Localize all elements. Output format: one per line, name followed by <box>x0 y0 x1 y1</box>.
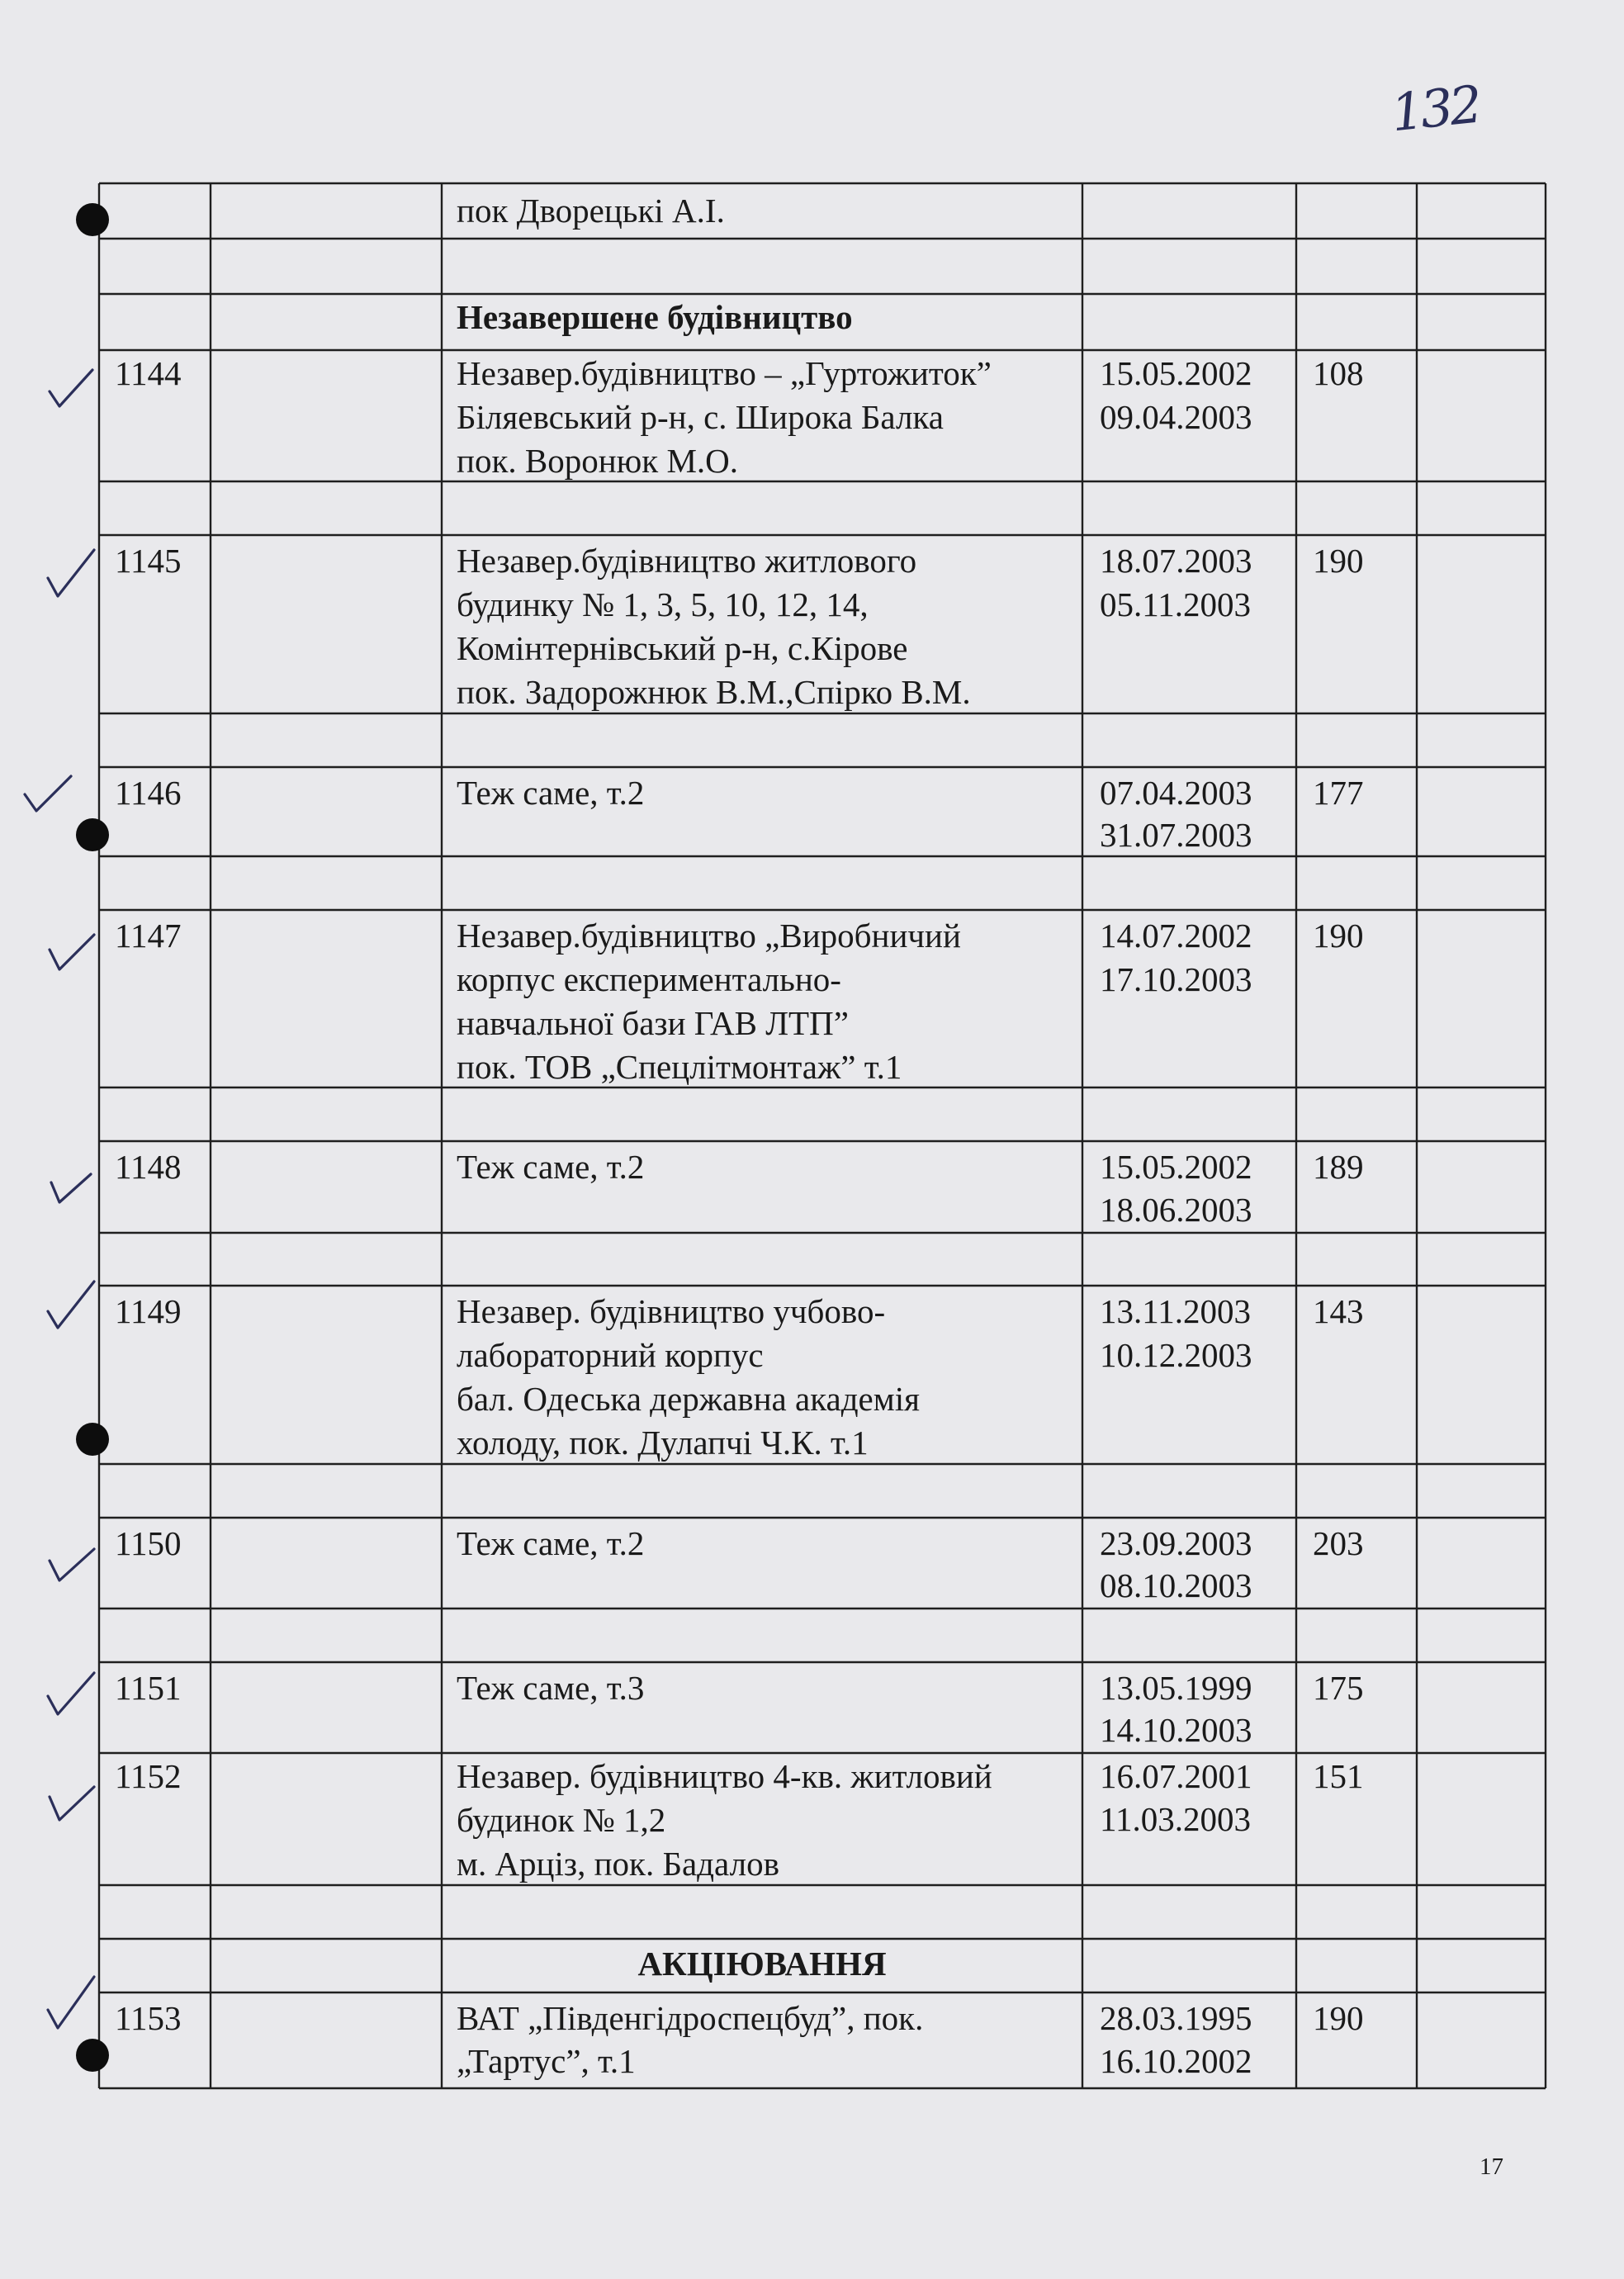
check-mark-icon <box>43 1975 101 2033</box>
row-description-line: навчальної бази ГАВ ЛТП” <box>457 1004 849 1042</box>
check-mark-icon <box>43 1774 101 1831</box>
row-number: 1153 <box>115 1999 182 2037</box>
row-start-date: 15.05.2002 <box>1100 354 1252 392</box>
row-number: 1148 <box>115 1148 182 1186</box>
row-description-line: бал. Одеська державна академія <box>457 1380 920 1418</box>
row-start-date: 18.07.2003 <box>1100 542 1252 580</box>
row-sheet-count: 108 <box>1313 354 1364 392</box>
row-sheet-count: 151 <box>1313 1757 1364 1795</box>
row-description-line: пок. Задорожнюк В.М.,Спірко В.М. <box>457 673 971 711</box>
row-sheet-count: 177 <box>1313 774 1364 812</box>
row-number: 1147 <box>115 917 182 955</box>
row-number: 1145 <box>115 542 182 580</box>
section-heading: АКЦІЮВАННЯ <box>637 1945 887 1983</box>
punch-hole <box>76 2039 109 2072</box>
punch-hole <box>76 203 109 236</box>
row-description-line: Незавер. будівництво учбово- <box>457 1292 886 1330</box>
row-number: 1144 <box>115 354 182 392</box>
check-mark-icon <box>43 1278 101 1336</box>
row-start-date: 07.04.2003 <box>1100 774 1252 812</box>
row-description-line: лабораторний корпус <box>457 1336 764 1374</box>
row-end-date: 18.06.2003 <box>1100 1191 1252 1229</box>
row-description-line: Незавер. будівництво 4-кв. житловий <box>457 1757 992 1795</box>
row-sheet-count: 190 <box>1313 917 1364 955</box>
section-heading: Незавершене будівництво <box>457 298 853 336</box>
page-number: 17 <box>1480 2153 1503 2180</box>
row-sheet-count: 203 <box>1313 1524 1364 1562</box>
check-mark-icon <box>43 1534 101 1592</box>
row-description-line: Теж саме, т.2 <box>457 1148 645 1186</box>
row-number: 1151 <box>115 1669 182 1707</box>
row-end-date: 11.03.2003 <box>1100 1800 1251 1838</box>
punch-hole <box>76 1423 109 1456</box>
row-description-line: Біляевський р-н, с. Широка Балка <box>457 398 944 436</box>
row-end-date: 16.10.2002 <box>1100 2042 1252 2080</box>
row-description-line: Теж саме, т.2 <box>457 1524 645 1562</box>
check-mark-icon <box>43 545 101 603</box>
check-mark-icon <box>18 766 76 824</box>
row-end-date: 17.10.2003 <box>1100 960 1252 998</box>
row-description-line: Теж саме, т.2 <box>457 774 645 812</box>
row-number: 1152 <box>115 1757 182 1795</box>
row-start-date: 13.05.1999 <box>1100 1669 1252 1707</box>
row-description-line: „Тартус”, т.1 <box>457 2042 636 2080</box>
row-end-date: 09.04.2003 <box>1100 398 1252 436</box>
row-description-line: Незавер.будівництво „Виробничий <box>457 917 961 955</box>
row-end-date: 10.12.2003 <box>1100 1336 1252 1374</box>
row-description-line: будинку № 1, 3, 5, 10, 12, 14, <box>457 585 869 623</box>
check-mark-icon <box>43 1666 101 1724</box>
row-description-line: м. Арціз, пок. Бадалов <box>457 1845 779 1883</box>
row-sheet-count: 190 <box>1313 542 1364 580</box>
row-number: 1149 <box>115 1292 182 1330</box>
row-description-line: холоду, пок. Дулапчі Ч.К. т.1 <box>457 1424 869 1462</box>
row-number: 1146 <box>115 774 182 812</box>
row-end-date: 05.11.2003 <box>1100 585 1251 623</box>
row-start-date: 16.07.2001 <box>1100 1757 1252 1795</box>
row-description-line: Теж саме, т.3 <box>457 1669 645 1707</box>
row-end-date: 14.10.2003 <box>1100 1711 1252 1749</box>
row-description-line: пок. ТОВ „Спецлітмонтаж” т.1 <box>457 1048 902 1086</box>
row-end-date: 08.10.2003 <box>1100 1566 1252 1604</box>
row-description-line: Комінтернівський р-н, с.Кірове <box>457 629 908 667</box>
row-sheet-count: 143 <box>1313 1292 1364 1330</box>
row-sheet-count: 189 <box>1313 1148 1364 1186</box>
row-number: 1150 <box>115 1524 182 1562</box>
row-start-date: 15.05.2002 <box>1100 1148 1252 1186</box>
handwritten-page-number: 132 <box>1388 73 1482 144</box>
row-start-date: 14.07.2002 <box>1100 917 1252 955</box>
row-description-line: будинок № 1,2 <box>457 1801 666 1839</box>
row-description-line: корпус експериментально- <box>457 960 841 998</box>
row-description-line: пок. Воронюк М.О. <box>457 442 739 480</box>
table-vertical-rules <box>99 183 1546 2088</box>
row-sheet-count: 175 <box>1313 1669 1364 1707</box>
table-horizontal-rules <box>99 183 1546 2088</box>
row-start-date: 28.03.1995 <box>1100 1999 1252 2037</box>
row-start-date: 13.11.2003 <box>1100 1292 1251 1330</box>
check-mark-icon <box>43 923 101 981</box>
row-description-line: пок Дворецькі А.І. <box>457 192 725 230</box>
check-mark-icon <box>43 1158 101 1215</box>
row-end-date: 31.07.2003 <box>1100 816 1252 854</box>
row-description-line: Незавер.будівництво житлового <box>457 542 917 580</box>
row-sheet-count: 190 <box>1313 1999 1364 2037</box>
row-description-line: Незавер.будівництво – „Гуртожиток” <box>457 354 992 392</box>
row-start-date: 23.09.2003 <box>1100 1524 1252 1562</box>
punch-hole <box>76 818 109 851</box>
check-mark-icon <box>43 362 101 419</box>
row-description-line: ВАТ „Південгідроспецбуд”, пок. <box>457 1999 924 2037</box>
